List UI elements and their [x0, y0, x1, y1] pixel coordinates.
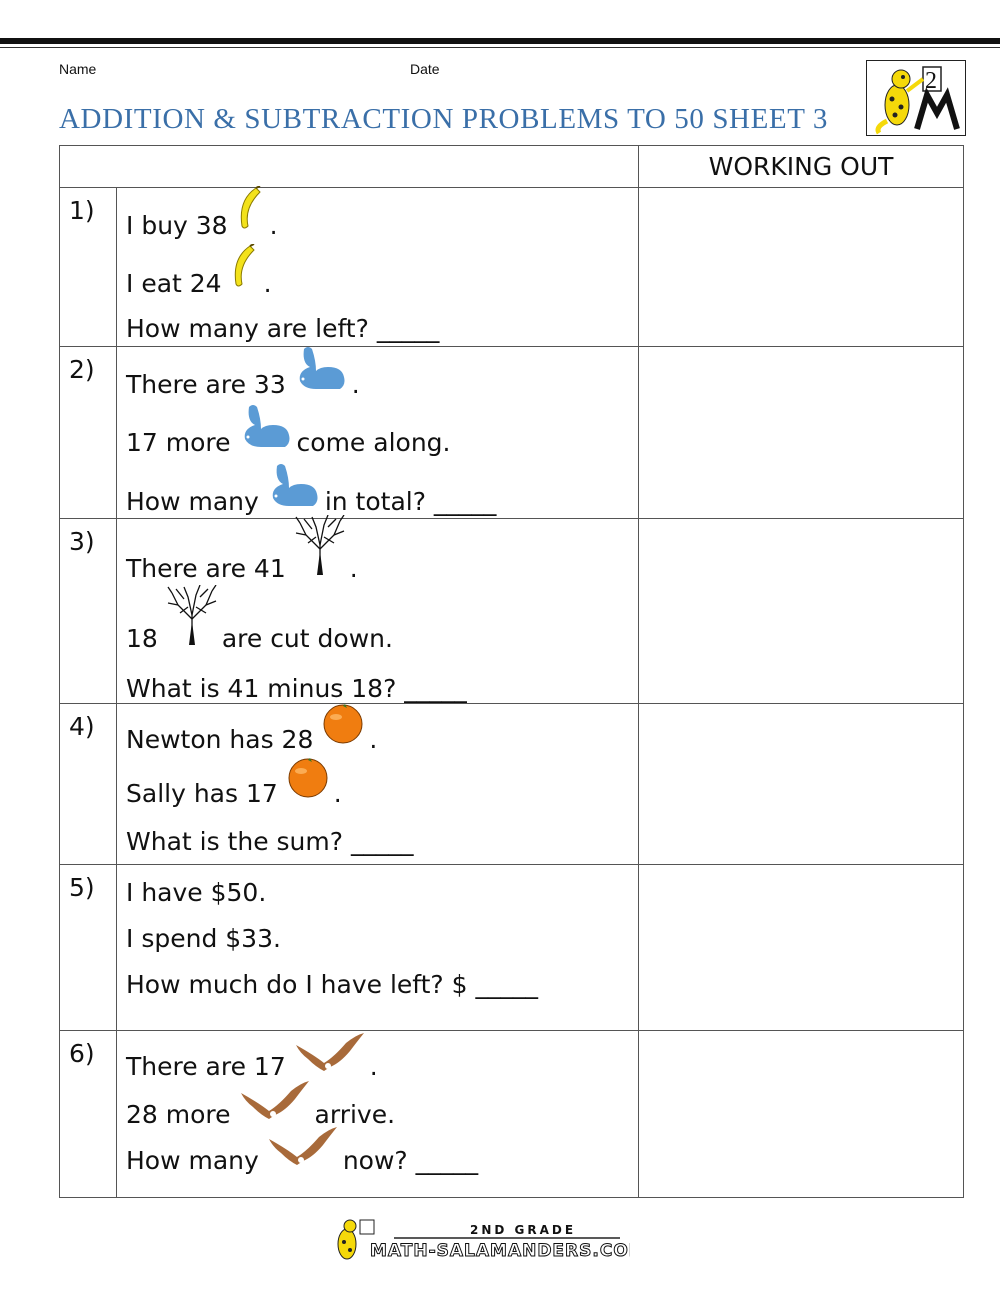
problem-line [117, 246, 272, 298]
top-rule [0, 38, 1000, 44]
problem-line-suffix: arrive. [314, 1100, 396, 1129]
problem-line [117, 818, 413, 856]
working-out-cell[interactable] [639, 519, 964, 704]
problem-line-suffix: . [369, 725, 378, 754]
problem-text-cell [117, 347, 639, 519]
problem-line [117, 869, 266, 907]
problem-line [117, 915, 281, 953]
problem-text-cell [117, 188, 639, 347]
problem-row [60, 704, 964, 865]
working-out-cell[interactable] [639, 347, 964, 519]
tree-icon [294, 515, 346, 581]
problem-line-text: There are 33 [126, 370, 286, 399]
eagle-icon [294, 1033, 366, 1079]
salamander-logo-icon [867, 61, 965, 135]
problem-number: 3) [60, 519, 117, 704]
problem-line-suffix: now? _____ [342, 1146, 479, 1175]
problem-line-text: How many [126, 1146, 259, 1175]
problem-line-text: What is the sum? _____ [126, 827, 414, 856]
problem-number: 1) [60, 188, 117, 347]
problem-line-text: I have $50. [126, 878, 267, 907]
orange-icon [321, 702, 365, 752]
problem-line-text: 18 [126, 624, 158, 653]
problem-line-text: There are 41 [126, 554, 286, 583]
rabbit-icon [239, 403, 293, 455]
eagle-icon [239, 1081, 311, 1127]
problem-line-text: I spend $33. [126, 924, 281, 953]
problem-line-suffix: . [333, 779, 342, 808]
problem-text-cell [117, 865, 639, 1031]
problem-line [117, 188, 278, 240]
header-blank-cell [60, 146, 639, 188]
problem-line [117, 961, 538, 999]
problem-line-text: 28 more [126, 1100, 231, 1129]
working-out-cell[interactable] [639, 865, 964, 1031]
problem-line [117, 1039, 378, 1081]
logo-digit: 2 [925, 68, 937, 94]
problems-table [59, 145, 964, 1198]
problem-line-text: How many are left? _____ [126, 314, 440, 343]
problem-line [117, 521, 358, 583]
rabbit-icon [294, 345, 348, 397]
footer-salamander-icon [330, 1218, 630, 1264]
name-label: Name [59, 61, 97, 77]
problem-line-text: How much do I have left? $ _____ [126, 970, 538, 999]
problem-line-suffix: are cut down. [221, 624, 393, 653]
problem-line-suffix: come along. [296, 428, 451, 457]
problem-line-text: How many [126, 487, 259, 516]
date-label: Date [410, 61, 440, 77]
working-out-cell[interactable] [639, 188, 964, 347]
problem-line-suffix: . [369, 1052, 378, 1081]
salamander-logo [866, 60, 966, 136]
problem-line [117, 591, 393, 653]
problem-line-suffix: . [263, 269, 272, 298]
working-out-cell[interactable] [639, 704, 964, 865]
problem-row [60, 519, 964, 704]
table-header-row [60, 146, 964, 188]
problem-line [117, 305, 439, 343]
problem-line [117, 347, 360, 399]
problem-text-cell [117, 704, 639, 865]
problem-number: 6) [60, 1031, 117, 1198]
problem-row [60, 347, 964, 519]
problem-line-suffix: . [351, 370, 360, 399]
rabbit-icon [267, 462, 321, 514]
footer-grade-text: 2ND GRADE [470, 1223, 577, 1237]
problem-row [60, 188, 964, 347]
problem-text-cell [117, 1031, 639, 1198]
problem-number: 4) [60, 704, 117, 865]
problem-line [117, 464, 496, 516]
problem-number: 5) [60, 865, 117, 1031]
problem-line [117, 405, 450, 457]
top-rule-thin [0, 47, 1000, 48]
page-title: ADDITION & SUBTRACTION PROBLEMS TO 50 SHEET 3 [59, 103, 828, 135]
problem-line-suffix: . [269, 211, 278, 240]
problem-line [117, 665, 467, 703]
footer-site-text: MATH-SALAMANDERS.COM [370, 1241, 630, 1261]
tree-icon [166, 585, 218, 651]
problem-line-text: There are 17 [126, 1052, 286, 1081]
orange-icon [286, 756, 330, 806]
footer-logo [330, 1218, 630, 1264]
problem-line-text: Newton has 28 [126, 725, 314, 754]
problem-text-cell [117, 519, 639, 704]
problem-line [117, 1133, 478, 1175]
banana-icon [230, 244, 260, 296]
problem-line-text: Sally has 17 [126, 779, 278, 808]
problem-line [117, 708, 377, 754]
eagle-icon [267, 1127, 339, 1173]
problem-line-suffix: . [349, 554, 358, 583]
working-out-header: WORKING OUT [639, 146, 964, 188]
problem-line-text: I buy 38 [126, 211, 228, 240]
problem-number: 2) [60, 347, 117, 519]
problem-line-suffix: in total? _____ [324, 487, 497, 516]
problem-line [117, 762, 342, 808]
problem-line-text: What is 41 minus 18? _____ [126, 674, 467, 703]
banana-icon [236, 186, 266, 238]
problem-row [60, 865, 964, 1031]
problem-line [117, 1087, 395, 1129]
problem-line-text: I eat 24 [126, 269, 222, 298]
problem-line-text: 17 more [126, 428, 231, 457]
working-out-cell[interactable] [639, 1031, 964, 1198]
problem-row [60, 1031, 964, 1198]
